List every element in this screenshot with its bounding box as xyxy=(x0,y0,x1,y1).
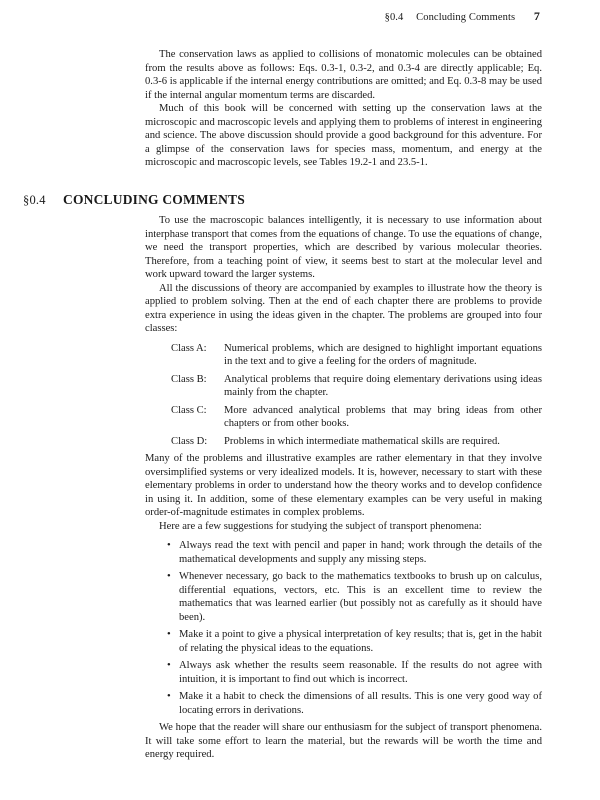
suggestion-item xyxy=(167,659,542,686)
class-item xyxy=(171,373,542,400)
suggestion-item xyxy=(167,539,542,566)
class-label: Class B: xyxy=(171,373,207,385)
bullet-icon: • xyxy=(167,540,171,551)
bullet-icon: • xyxy=(167,629,171,640)
page-number: 7 xyxy=(533,9,540,23)
class-label: Class C: xyxy=(171,404,207,416)
suggestion-text: Always ask whether the results seem reasonable. If the results do not agree with intuition, it is important to find out which is incorrect. xyxy=(179,660,542,685)
section-number: §0.4 xyxy=(23,193,46,207)
suggestion-text: Always read the text with pencil and paper in hand; work through the details of the mathematical developments and supply any missing steps. xyxy=(179,540,542,565)
class-label: Class D: xyxy=(171,435,208,447)
section-paragraph-2: All the discussions of theory are accompanied by examples to illustrate how the theory is applied to problem solving. Then at the end of each chapter there are problems to provide extra experience in using the ideas given in the chapter. The problems are grouped into four classes: xyxy=(145,282,542,334)
class-description: More advanced analytical problems that may bring ideas from other chapters or from other books. xyxy=(224,404,542,429)
running-head-section: §0.4 xyxy=(384,12,404,23)
section-paragraph-3: Many of the problems and illustrative examples are rather elementary in that they involve oversimplified systems or very idealized models. It is, however, necessary to start with these elementary problems in order to understand how the theory works and to develop confidence in using it. In addition, some of these elementary examples can be very useful in making order-of-magnitude estimates in complex problems. xyxy=(145,453,542,518)
suggestion-item xyxy=(167,690,542,717)
section-body xyxy=(145,214,542,762)
intro-text xyxy=(145,48,542,170)
section-paragraph-4: Here are a few suggestions for studying the subject of transport phenomena: xyxy=(159,520,482,532)
intro-paragraph-2: Much of this book will be concerned with setting up the conservation laws at the microscopic and macroscopic levels and applying them to problems of interest in engineering and science. The above discussion should provide a good background for this adventure. For a glimpse of the conservation laws for species mass, momentum, and energy at the microscopic and macroscopic levels, see Tables 19.2-1 and 23.5-1. xyxy=(145,103,542,168)
section-heading xyxy=(23,193,245,208)
class-item xyxy=(171,435,542,449)
suggestion-item xyxy=(167,570,542,624)
suggestion-text: Whenever necessary, go back to the mathematics textbooks to brush up on calculus, differential equations, vectors, etc. This is an excellent time to review the mathematics that was learned earlier (but possibly not as carefully as it should have been). xyxy=(179,571,542,623)
intro-paragraph-1: The conservation laws as applied to collisions of monatomic molecules can be obtained from the results above as follows: Eqs. 0.3-1, 0.3-2, and 0.3-4 are directly applicable; Eq. 0.3-6 is applicable if the internal energy contributions are omitted; and Eq. 0.3-8 may be used if the internal angular momentum terms are discarded. xyxy=(145,49,542,101)
class-item xyxy=(171,342,542,369)
class-description: Problems in which intermediate mathematical skills are required. xyxy=(224,435,500,447)
class-description: Numerical problems, which are designed to highlight important equations in the text and to give a feeling for the orders of magnitude. xyxy=(224,342,542,367)
section-title: CONCLUDING COMMENTS xyxy=(63,192,245,207)
bullet-icon: • xyxy=(167,571,171,582)
bullet-icon: • xyxy=(167,691,171,702)
suggestion-text: Make it a habit to check the dimensions of all results. This is one very good way of locating errors in derivations. xyxy=(179,691,542,716)
class-label: Class A: xyxy=(171,342,207,354)
problem-classes xyxy=(171,342,542,449)
suggestion-item xyxy=(167,628,542,655)
running-head xyxy=(385,10,540,25)
study-suggestions xyxy=(167,539,542,717)
closing-paragraph: We hope that the reader will share our enthusiasm for the subject of transport phenomena. It will take some effort to learn the material, but the rewards will be worth the time and energy required. xyxy=(145,722,542,760)
running-head-title: Concluding Comments xyxy=(416,12,516,23)
suggestion-text: Make it a point to give a physical interpretation of key results; that is, get in the habit of relating the physical ideas to the equations. xyxy=(179,629,542,654)
class-description: Analytical problems that require doing elementary derivations using ideas mainly from the chapter. xyxy=(224,373,542,398)
bullet-icon: • xyxy=(167,660,171,671)
class-item xyxy=(171,404,542,431)
section-paragraph-1: To use the macroscopic balances intelligently, it is necessary to use information about interphase transport that comes from the equations of change. To use the equations of change, we need the transport properties, which are described by various molecular theories. Therefore, from a teaching point of view, it seems best to start at the molecular level and work upward toward the larger systems. xyxy=(145,215,542,280)
